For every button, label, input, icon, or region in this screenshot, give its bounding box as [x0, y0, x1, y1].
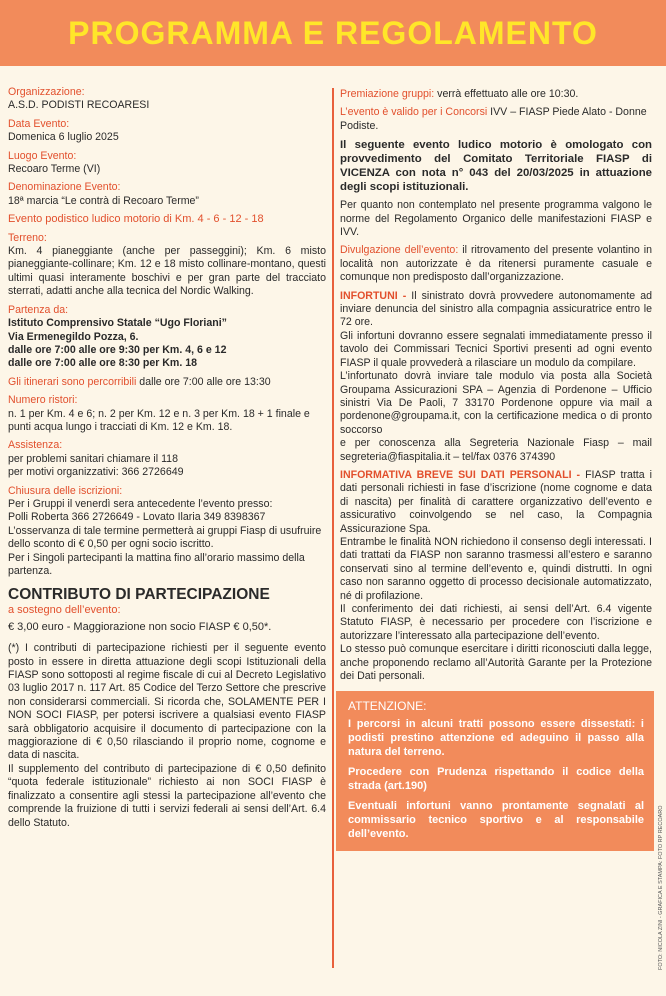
routes-value: dalle ore 7:00 alle ore 13:30 — [136, 375, 271, 388]
contrib-subtitle: a sostegno dell’evento: — [8, 604, 121, 617]
close-section — [8, 485, 326, 579]
close-line-3: L’osservanza di tale termine permetterà ai gruppi Fiasp di usufruire dello sconto di € 0,50 per ogni socio iscritto. — [8, 524, 322, 551]
start-label: Partenza da: — [8, 303, 69, 316]
routes-section — [8, 376, 326, 389]
org-value: A.S.D. PODISTI RECOARESI — [8, 99, 150, 112]
privacy-p1: FIASP tratta i dati personali richiesti in fase d’iscrizione (nome cognome e data di nascita) per finalità di carattere organizzativo dell’evento e assicurativo coinvolgendo se nel caso, la Compagnia Assicurazione Spa. — [340, 468, 653, 535]
terrain-value: Km. 4 pianeggiante (anche per passeggini); Km. 6 misto pianeggiante-collinare; Km. 12 e 18 misto collinare-montano, questi ultimi quasi interamente boschivi e per gran parte del tracciato sterrati, adatti anche alla tecnica del Nordic Walking. — [8, 245, 326, 298]
org-section — [8, 86, 326, 113]
notice-p1: I percorsi in alcuni tratti possono essere dissestati: i podisti prestino attenzione ed adeguino il passo alla natura del terreno. — [348, 718, 644, 759]
notice-p2: Procedere con Prudenza rispettando il codice della strada (art.190) — [348, 766, 644, 793]
left-column — [8, 86, 326, 830]
column-divider — [332, 88, 334, 968]
valid-section — [340, 106, 652, 133]
terrain-section — [8, 232, 326, 299]
privacy-p3: Il conferimento dei dati richiesti, ai sensi dell’Art. 6.4 vigente Statuto FIASP, è necessario per procedere con l’iscrizione e autorizzare l’interessato alla partecipazione dell’evento. — [340, 603, 652, 642]
valid-value: IVV – FIASP Piede Alato - Donne Podiste. — [340, 106, 647, 132]
injury-p2: Gli infortuni dovranno essere segnalati immediatamente presso il tavolo dei Commissari Tecnici Sportivi presenti ad ogni evento FIASP il quale provvederà a rilasciare un modulo da compilare. — [340, 329, 652, 369]
privacy-section — [340, 469, 652, 684]
close-line-1: Per i Gruppi il venerdì sera antecedente l’evento presso: — [8, 497, 273, 510]
privacy-p4: Lo stesso può comunque esercitare i diritti riconosciuti dalla legge, anche proponendo reclamo all’Autorità Garante per la Protezione dei Dati personali. — [340, 643, 652, 683]
right-column — [340, 88, 652, 851]
rules-text: Per quanto non contemplato nel presente programma valgono le norme del Regolamento Organico delle manifestazioni FIASP e IVV. — [340, 199, 652, 239]
assist-line-1: per problemi sanitari chiamare il 118 — [8, 452, 178, 465]
contrib-note-2: Il supplemento del contributo di partecipazione di € 0,50 definito “quota federale istituzionale” richiesto ai non SOCI FIASP è finalizzato a consentire agli stessi la partecipazione all’evento che comprende la fruizione di tutti i servizi federali ai sensi dell’Art. 6.4 dello Statuto. — [8, 762, 326, 829]
start-section — [8, 304, 326, 371]
place-value: Recoaro Terme (VI) — [8, 163, 101, 176]
contrib-price: € 3,00 euro - Maggiorazione non socio FIASP € 0,50*. — [8, 620, 272, 633]
date-value: Domenica 6 luglio 2025 — [8, 131, 119, 144]
start-time-1: dalle ore 7:00 alle ore 9:30 per Km. 4, 6 e 12 — [8, 343, 227, 356]
rules-section — [340, 199, 652, 239]
contrib-note-1: (*) I contributi di partecipazione richiesti per il seguente evento posto in essere in diretta attuazione degli scopi Istituzionali della FIASP sono sottoposti al regime fiscale di cui al Decreto Legislativo 03 luglio 2017 n. 117 Art. 85 Codice del Terzo Settore che prescrive non considerarsi commerciali. Si ricorda che, SOLAMENTE PER I NON SOCI FIASP, per potersi iscrivere a qualsiasi evento FIASP sarà obbligatorio acquisire il documento di partecipazione con la maggiorazione di € 0,50 rilasciando il proprio nome, cognome e data di nascita. — [8, 642, 326, 762]
date-label: Data Evento: — [8, 117, 70, 130]
name-section — [8, 181, 326, 208]
name-label: Denominazione Evento: — [8, 181, 121, 194]
close-line-4: Per i Singoli partecipanti la mattina fino all’orario massimo della partenza. — [8, 551, 305, 577]
valid-label: L’evento è valido per i Concorsi — [340, 106, 488, 119]
terrain-label: Terreno: — [8, 231, 47, 244]
page-title: PROGRAMMA E REGOLAMENTO — [68, 14, 598, 51]
injury-section — [340, 290, 652, 464]
approval-text: Il seguente evento ludico motorio è omologato con provvedimento del Comitato Territoriale FIASP di VICENZA con nota n° 043 del 20/03/2025 in attuazione degli scopi istituzionali. — [340, 139, 652, 194]
notice-title: ATTENZIONE: — [348, 699, 427, 714]
privacy-p2: Entrambe le finalità NON richiedono il consenso degli interessati. I dati trattati da FIASP non saranno trasmessi all’estero e saranno conservati sino al termine dell’evento e, quindi distrutti. In ogni caso non saranno oggetto di processo decisionale automatizzato, né di profilazione. — [340, 535, 652, 602]
date-section — [8, 118, 326, 145]
assist-section — [8, 439, 326, 479]
event-type-section — [8, 213, 326, 226]
injury-label: INFORTUNI - — [340, 289, 407, 302]
routes-label: Gli itinerari sono percorribili — [8, 375, 137, 388]
privacy-label: INFORMATIVA BREVE SUI DATI PERSONALI - — [340, 468, 581, 481]
title-banner — [0, 0, 666, 66]
attention-box — [336, 691, 654, 851]
assist-line-2: per motivi organizzativi: 366 2726649 — [8, 466, 184, 479]
place-label: Luogo Evento: — [8, 149, 77, 162]
assist-label: Assistenza: — [8, 439, 63, 452]
prize-label: Premiazione gruppi: — [340, 88, 435, 100]
prize-section — [340, 88, 652, 101]
dissem-value: il ritrovamento del presente volantino in località non autorizzate è da ritenersi puramente casuale e comunque non predisposto dall’organizzazione. — [340, 244, 652, 284]
prize-value: verrà effettuato alle ore 10:30. — [434, 88, 579, 100]
injury-p3: L’infortunato dovrà inviare tale modulo via posta alla Società Groupama Assicurazioni SPA – Agenzia di Pordenone – Ufficio sinistri Via De Paoli, 7 33170 Pordenone oppure via mail a pordenone@groupama.it, con la certificazione medica o di pronto soccorso — [340, 370, 652, 436]
start-time-2: dalle ore 7:00 alle ore 8:30 per Km. 18 — [8, 357, 198, 370]
contrib-title: CONTRIBUTO DI PARTECIPAZIONE — [8, 586, 270, 604]
approval-section — [340, 138, 652, 194]
refresh-label: Numero ristori: — [8, 394, 78, 407]
place-section — [8, 150, 326, 177]
start-school: Istituto Comprensivo Statale “Ugo Floriani” — [8, 317, 227, 330]
org-label: Organizzazione: — [8, 86, 85, 98]
dissem-label: Divulgazione dell’evento: — [340, 244, 459, 257]
notice-p3: Eventuali infortuni vanno prontamente segnalati al commissario tecnico sportivo e al responsabile dell’evento. — [348, 800, 644, 841]
start-address: Via Ermenegildo Pozza, 6. — [8, 330, 139, 343]
refresh-section — [8, 394, 326, 434]
contribution-section — [8, 586, 326, 830]
event-type: Evento podistico ludico motorio di Km. 4 - 6 - 12 - 18 — [8, 213, 264, 226]
close-label: Chiusura delle iscrizioni: — [8, 484, 123, 497]
photo-credits: FOTO: NICOLA ZINI - GRAFICA E STAMPA: FOTO RP RECOARO — [658, 805, 664, 970]
name-value: 18ª marcia “Le contrà di Recoaro Terme” — [8, 194, 199, 207]
injury-p4: e per conoscenza alla Segreteria Nazionale Fiasp – mail segreteria@fiaspitalia.it – tel/fax 0376 374390 — [340, 437, 652, 463]
dissemination-section — [340, 244, 652, 284]
injury-p1: Il sinistrato dovrà provvedere autonomamente ad inviare denuncia del sinistro alla compagnia assicuratrice entro le 72 ore. — [340, 289, 652, 329]
close-line-2: Polli Roberta 366 2726649 - Lovato Ilaria 349 8398367 — [8, 511, 266, 524]
refresh-value: n. 1 per Km. 4 e 6; n. 2 per Km. 12 e n. 3 per Km. 18 + 1 finale e punti acqua lungo i tracciati di Km. 12 e Km. 18. — [8, 407, 310, 433]
